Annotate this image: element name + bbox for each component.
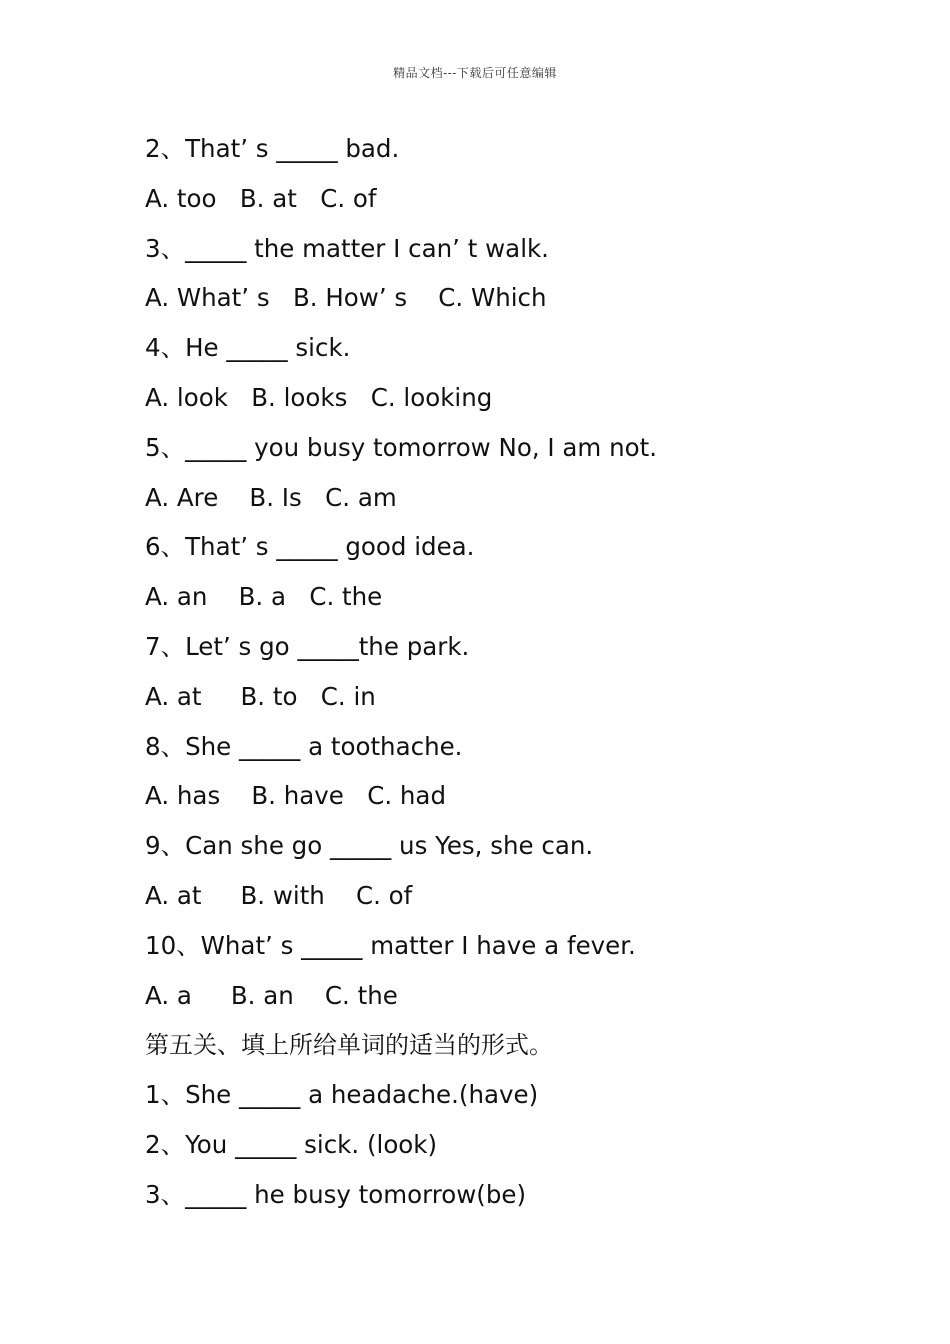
section-heading: 第五关、填上所给单词的适当的形式。 xyxy=(145,1031,553,1060)
question-6-options: A. an B. a C. the xyxy=(145,582,383,612)
fill-in-3: 3、_____ he busy tomorrow(be) xyxy=(145,1179,527,1209)
question-8: 8、She _____ a toothache. xyxy=(145,731,463,761)
question-7-options: A. at B. to C. in xyxy=(145,681,376,711)
question-5-options: A. Are B. Is C. am xyxy=(145,482,397,512)
question-4-options: A. look B. looks C. looking xyxy=(145,382,493,412)
question-3: 3、_____ the matter I can’ t walk. xyxy=(145,233,549,263)
question-8-options: A. has B. have C. had xyxy=(145,781,446,811)
question-2: 2、That’ s _____ bad. xyxy=(145,134,400,163)
fill-in-1: 1、She _____ a headache.(have) xyxy=(145,1080,539,1110)
question-2-options: A. too B. at C. of xyxy=(145,183,377,213)
question-9-options: A. at B. with C. of xyxy=(145,880,413,910)
question-10-options: A. a B. an C. the xyxy=(145,980,398,1010)
question-5: 5、_____ you busy tomorrow No, I am not. xyxy=(145,432,657,462)
question-3-options: A. What’ s B. How’ s C. Which xyxy=(145,283,547,313)
question-10: 10、What’ s _____ matter I have a fever. xyxy=(145,930,636,960)
document-body xyxy=(145,128,905,1224)
question-4: 4、He _____ sick. xyxy=(145,333,351,363)
question-9: 9、Can she go _____ us Yes, she can. xyxy=(145,831,594,861)
page-header: 精品文档---下载后可任意编辑 xyxy=(393,66,557,80)
question-7: 7、Let’ s go _____the park. xyxy=(145,631,470,661)
fill-in-2: 2、You _____ sick. (look) xyxy=(145,1129,438,1159)
question-6: 6、That’ s _____ good idea. xyxy=(145,532,475,562)
